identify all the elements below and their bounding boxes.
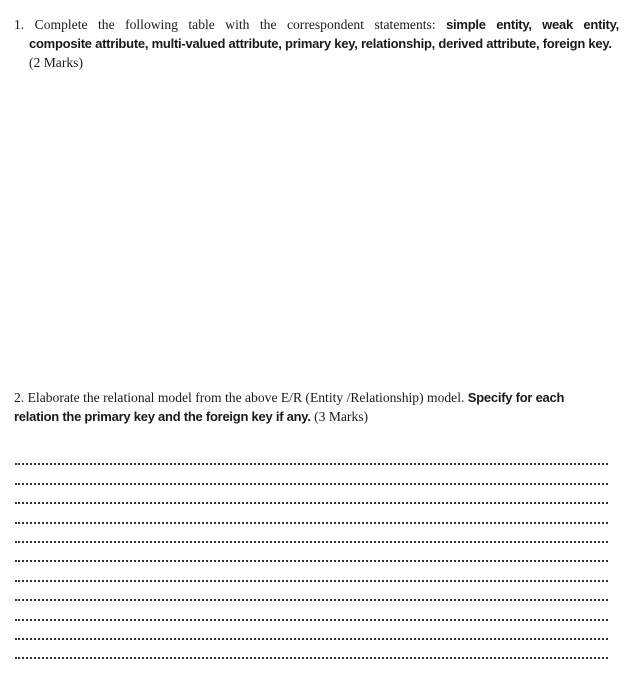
question-2-bold-part-2: relation the primary key and the foreign key if any. — [14, 409, 311, 424]
answer-dotted-line — [15, 485, 608, 504]
answer-dotted-line — [15, 465, 608, 484]
question-1-line-1 — [14, 15, 619, 34]
answer-lines — [15, 446, 608, 659]
question-2-line-1 — [14, 388, 619, 407]
question-1-number: 1. — [14, 17, 25, 32]
question-2-bold-part-1: Specify for each — [467, 390, 565, 405]
question-2-marks: (3 Marks) — [314, 409, 369, 424]
answer-dotted-line — [15, 562, 608, 581]
question-1-marks: (2 Marks) — [29, 55, 83, 70]
answer-dotted-line — [15, 524, 608, 543]
question-1-terms-line-2: composite attribute, multi-valued attribute, primary key, relationship, derived attribute, foreign key. — [29, 36, 612, 51]
question-1-line-2 — [14, 34, 619, 53]
question-2-number: 2. — [14, 390, 25, 405]
answer-dotted-line — [15, 601, 608, 620]
answer-dotted-line — [15, 504, 608, 523]
answer-dotted-line — [15, 446, 608, 465]
answer-dotted-line — [15, 582, 608, 601]
answer-dotted-line — [15, 543, 608, 562]
question-2-line-2 — [14, 407, 619, 426]
answer-dotted-line — [15, 621, 608, 640]
question-1-intro: Complete the following table with the correspondent statements: — [34, 17, 436, 32]
question-1-terms-line-1: simple entity, weak entity, — [446, 17, 619, 32]
question-2 — [14, 388, 619, 426]
question-1 — [14, 15, 619, 72]
question-2-text: Elaborate the relational model from the above E/R (Entity /Relationship) model. — [27, 390, 465, 405]
answer-dotted-line — [15, 640, 608, 659]
